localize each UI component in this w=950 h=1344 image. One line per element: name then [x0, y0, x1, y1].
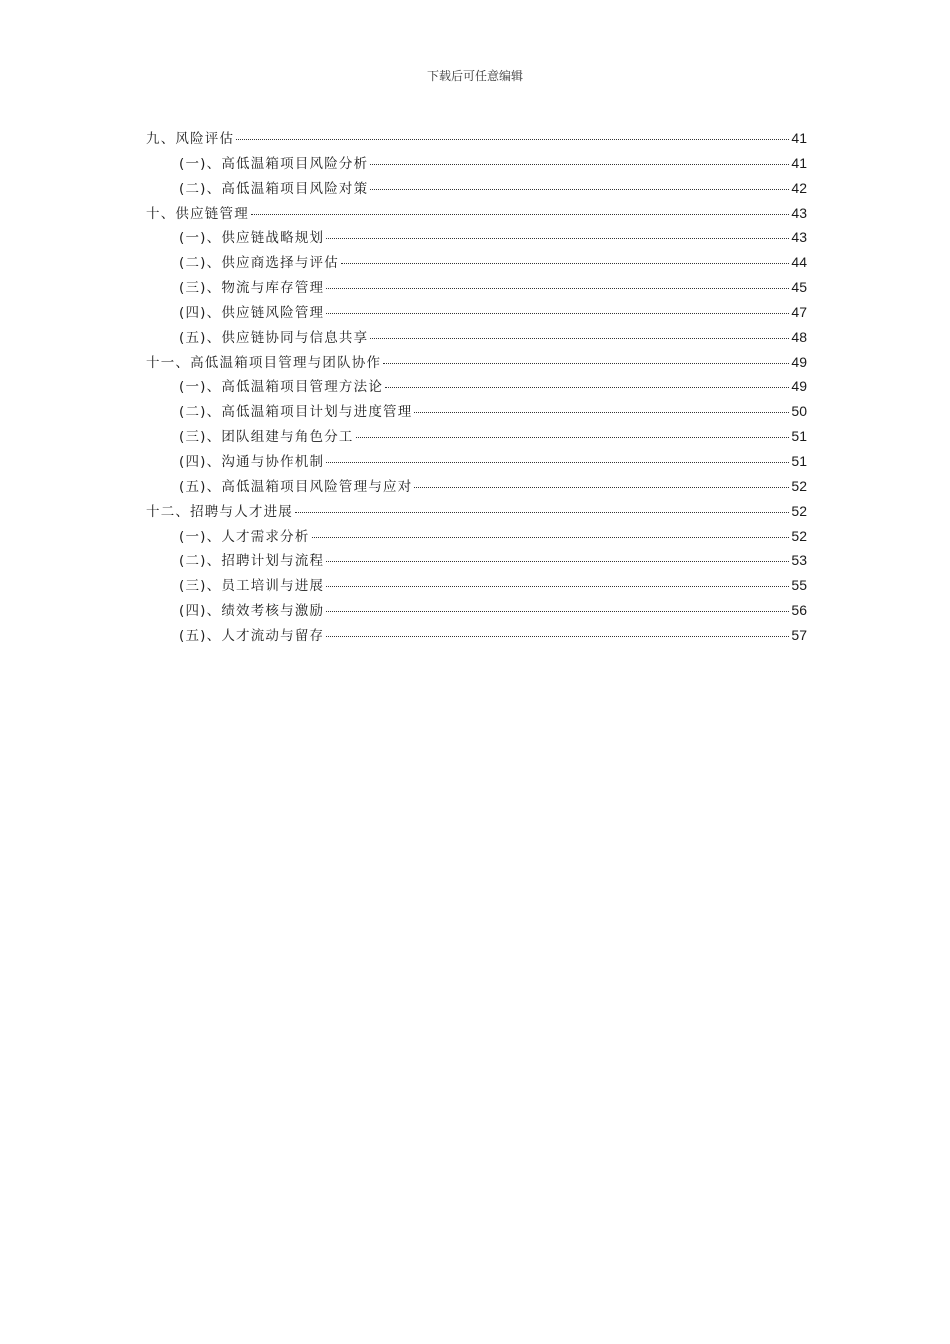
- toc-entry-page-number: 43: [791, 229, 807, 246]
- toc-entry[interactable]: [146, 599, 807, 624]
- toc-entry-title: 十一、高低温箱项目管理与团队协作: [146, 354, 382, 371]
- page-header: 下载后可任意编辑: [426, 69, 523, 83]
- toc-entry-title: (一)、供应链战略规划: [179, 230, 325, 247]
- toc-dot-leader: [326, 561, 789, 562]
- toc-entry[interactable]: [146, 500, 807, 525]
- toc-dot-leader: [383, 363, 789, 364]
- toc-entry-title: (四)、绩效考核与激励: [179, 603, 325, 620]
- toc-entry-title: (四)、沟通与协作机制: [179, 453, 325, 470]
- toc-entry-title: (二)、高低温箱项目计划与进度管理: [179, 404, 413, 421]
- toc-entry[interactable]: [146, 127, 807, 152]
- toc-entry[interactable]: [146, 152, 807, 177]
- toc-entry-title: (五)、供应链协同与信息共享: [179, 329, 369, 346]
- toc-entry-page-number: 42: [791, 179, 807, 196]
- toc-dot-leader: [295, 512, 789, 513]
- toc-entry-page-number: 52: [791, 502, 807, 519]
- toc-entry-page-number: 41: [791, 154, 807, 171]
- toc-entry-page-number: 55: [791, 577, 807, 594]
- toc-entry-page-number: 57: [791, 626, 807, 643]
- toc-entry-page-number: 51: [791, 428, 807, 445]
- toc-entry-title: 十、供应链管理: [146, 205, 249, 222]
- toc-entry-page-number: 49: [791, 378, 807, 395]
- toc-entry-title: (三)、物流与库存管理: [179, 280, 325, 297]
- toc-entry[interactable]: [146, 177, 807, 202]
- toc-entry-title: (一)、高低温箱项目风险分析: [179, 155, 369, 172]
- toc-entry-page-number: 49: [791, 353, 807, 370]
- toc-entry-title: (一)、高低温箱项目管理方法论: [179, 379, 384, 396]
- toc-entry[interactable]: [146, 202, 807, 227]
- toc-dot-leader: [326, 586, 789, 587]
- toc-dot-leader: [326, 636, 789, 637]
- toc-entry-page-number: 53: [791, 552, 807, 569]
- toc-entry[interactable]: [146, 525, 807, 550]
- toc-entry[interactable]: [146, 301, 807, 326]
- toc-dot-leader: [326, 611, 789, 612]
- toc-entry-title: (五)、人才流动与留存: [179, 627, 325, 644]
- toc-entry-page-number: 56: [791, 602, 807, 619]
- toc-dot-leader: [341, 263, 789, 264]
- toc-entry[interactable]: [146, 400, 807, 425]
- toc-entry-page-number: 43: [791, 204, 807, 221]
- toc-entry-title: 十二、招聘与人才进展: [146, 503, 293, 520]
- toc-entry-title: (四)、供应链风险管理: [179, 304, 325, 321]
- toc-entry-page-number: 52: [791, 527, 807, 544]
- toc-entry-page-number: 45: [791, 279, 807, 296]
- table-of-contents: [146, 127, 807, 649]
- toc-dot-leader: [236, 139, 789, 140]
- toc-entry-page-number: 48: [791, 328, 807, 345]
- toc-entry-title: (二)、高低温箱项目风险对策: [179, 180, 369, 197]
- toc-dot-leader: [251, 214, 790, 215]
- toc-dot-leader: [370, 338, 789, 339]
- toc-entry[interactable]: [146, 475, 807, 500]
- toc-dot-leader: [312, 537, 790, 538]
- toc-entry-title: (三)、员工培训与进展: [179, 578, 325, 595]
- toc-entry-page-number: 47: [791, 303, 807, 320]
- toc-entry[interactable]: [146, 574, 807, 599]
- toc-entry[interactable]: [146, 624, 807, 649]
- toc-dot-leader: [326, 238, 789, 239]
- toc-entry[interactable]: [146, 425, 807, 450]
- toc-entry[interactable]: [146, 375, 807, 400]
- toc-dot-leader: [385, 387, 789, 388]
- toc-entry[interactable]: [146, 251, 807, 276]
- toc-entry[interactable]: [146, 326, 807, 351]
- toc-dot-leader: [370, 164, 789, 165]
- toc-entry-page-number: 41: [791, 130, 807, 146]
- toc-entry[interactable]: [146, 276, 807, 301]
- toc-entry-page-number: 44: [791, 254, 807, 271]
- toc-entry-page-number: 52: [791, 477, 807, 494]
- toc-entry-title: 九、风险评估: [146, 131, 235, 147]
- toc-entry-page-number: 50: [791, 403, 807, 420]
- toc-dot-leader: [414, 487, 789, 488]
- toc-entry-title: (三)、团队组建与角色分工: [179, 429, 354, 446]
- toc-entry-page-number: 51: [791, 452, 807, 469]
- toc-entry-title: (五)、高低温箱项目风险管理与应对: [179, 478, 413, 495]
- toc-dot-leader: [326, 288, 789, 289]
- toc-dot-leader: [370, 189, 789, 190]
- toc-entry[interactable]: [146, 351, 807, 376]
- toc-dot-leader: [326, 462, 789, 463]
- toc-entry[interactable]: [146, 226, 807, 251]
- toc-entry-title: (二)、供应商选择与评估: [179, 255, 339, 272]
- toc-dot-leader: [414, 412, 789, 413]
- toc-entry[interactable]: [146, 450, 807, 475]
- toc-entry[interactable]: [146, 549, 807, 574]
- toc-entry-title: (一)、人才需求分析: [179, 528, 310, 545]
- toc-dot-leader: [356, 437, 790, 438]
- toc-entry-title: (二)、招聘计划与流程: [179, 553, 325, 570]
- toc-dot-leader: [326, 313, 789, 314]
